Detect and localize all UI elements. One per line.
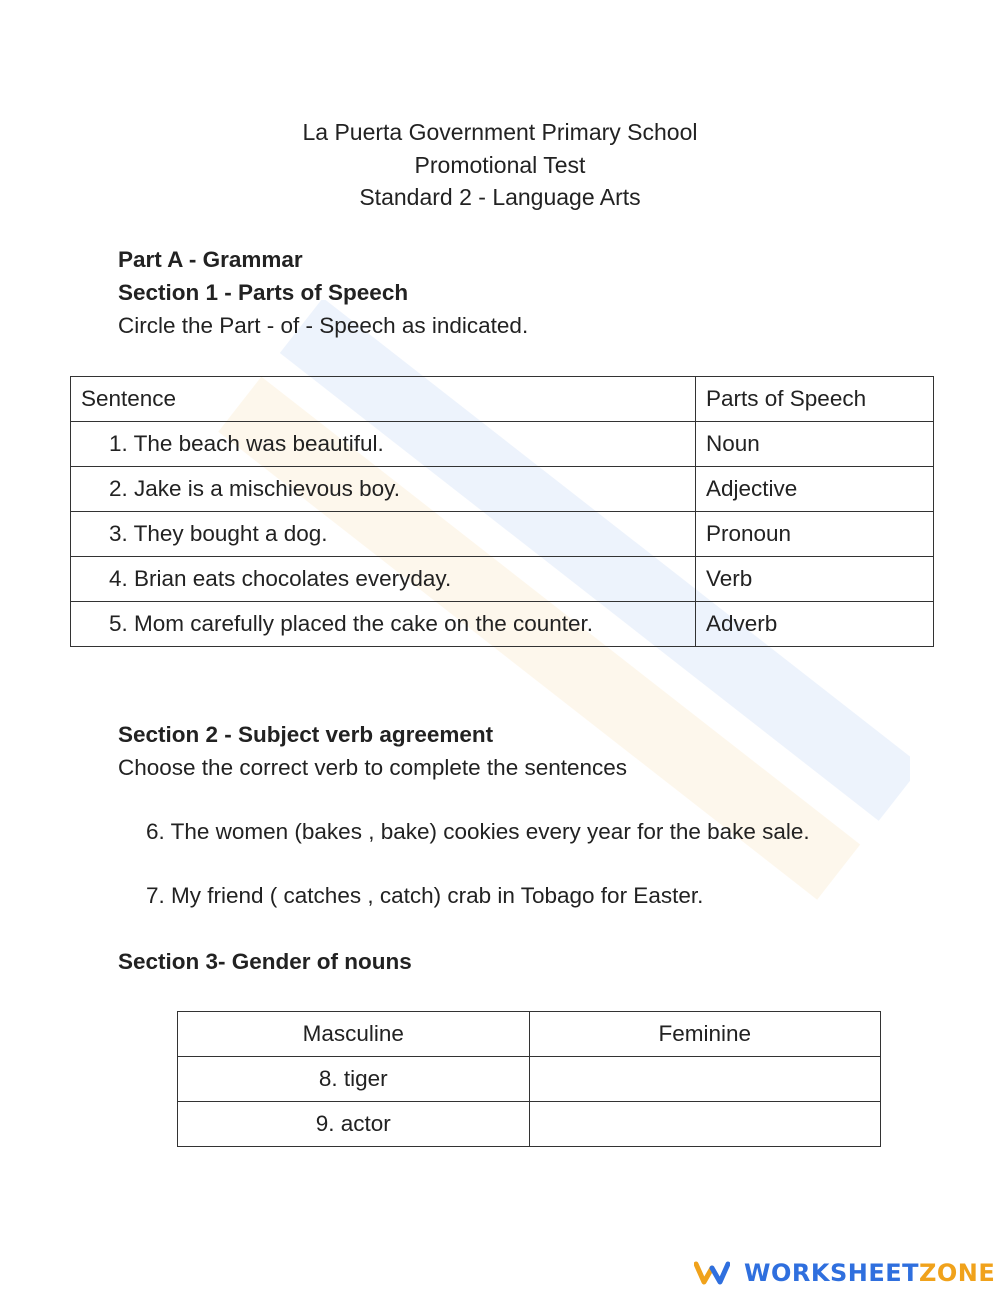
- pos-cell: Adjective: [696, 467, 934, 512]
- table-row: [178, 1102, 881, 1147]
- sentence-cell: 2. Jake is a mischievous boy.: [71, 467, 696, 512]
- feminine-answer-cell[interactable]: [529, 1102, 881, 1147]
- table-row: [71, 512, 934, 557]
- column-header-feminine: Feminine: [529, 1012, 881, 1057]
- masculine-cell: 8. tiger: [178, 1057, 530, 1102]
- table-header-row: [71, 377, 934, 422]
- pos-cell: Pronoun: [696, 512, 934, 557]
- brand-name-part2: ZONE: [918, 1259, 996, 1287]
- worksheetzone-w-icon: [694, 1261, 730, 1285]
- brand-name-part1: WORKSHEET: [744, 1259, 919, 1287]
- table-row: [71, 422, 934, 467]
- school-name: La Puerta Government Primary School: [302, 119, 698, 145]
- section1-instruction: Circle the Part - of - Speech as indicated.: [118, 313, 529, 338]
- test-name: Promotional Test: [414, 151, 586, 178]
- pos-cell: Noun: [696, 422, 934, 467]
- section3-title: Section 3- Gender of nouns: [118, 949, 412, 974]
- column-header-sentence: Sentence: [71, 377, 696, 422]
- parts-of-speech-table: [70, 376, 934, 647]
- table-row: [178, 1057, 881, 1102]
- worksheetzone-logo[interactable]: [694, 1256, 995, 1290]
- subject-name: Standard 2 - Language Arts: [359, 184, 641, 210]
- sentence-cell: 5. Mom carefully placed the cake on the counter.: [71, 602, 696, 647]
- table-row: [71, 602, 934, 647]
- question-6: 6. The women (bakes , bake) cookies every year for the bake sale.: [146, 819, 810, 844]
- table-header-row: [178, 1012, 881, 1057]
- table-row: [71, 557, 934, 602]
- gender-of-nouns-table: [177, 1011, 881, 1147]
- pos-cell: Verb: [696, 557, 934, 602]
- section2-title: Section 2 - Subject verb agreement: [118, 722, 494, 747]
- section2-instruction: Choose the correct verb to complete the sentences: [118, 755, 628, 780]
- part-a-title: Part A - Grammar: [118, 247, 303, 272]
- question-7: 7. My friend ( catches , catch) crab in Tobago for Easter.: [146, 883, 704, 908]
- feminine-answer-cell[interactable]: [529, 1057, 881, 1102]
- sentence-cell: 3. They bought a dog.: [71, 512, 696, 557]
- section1-title: Section 1 - Parts of Speech: [118, 280, 409, 305]
- table-row: [71, 467, 934, 512]
- column-header-masculine: Masculine: [178, 1012, 530, 1057]
- column-header-parts-of-speech: Parts of Speech: [696, 377, 934, 422]
- masculine-cell: 9. actor: [178, 1102, 530, 1147]
- pos-cell: Adverb: [696, 602, 934, 647]
- sentence-cell: 1. The beach was beautiful.: [71, 422, 696, 467]
- sentence-cell: 4. Brian eats chocolates everyday.: [71, 557, 696, 602]
- document-header: [0, 116, 1000, 214]
